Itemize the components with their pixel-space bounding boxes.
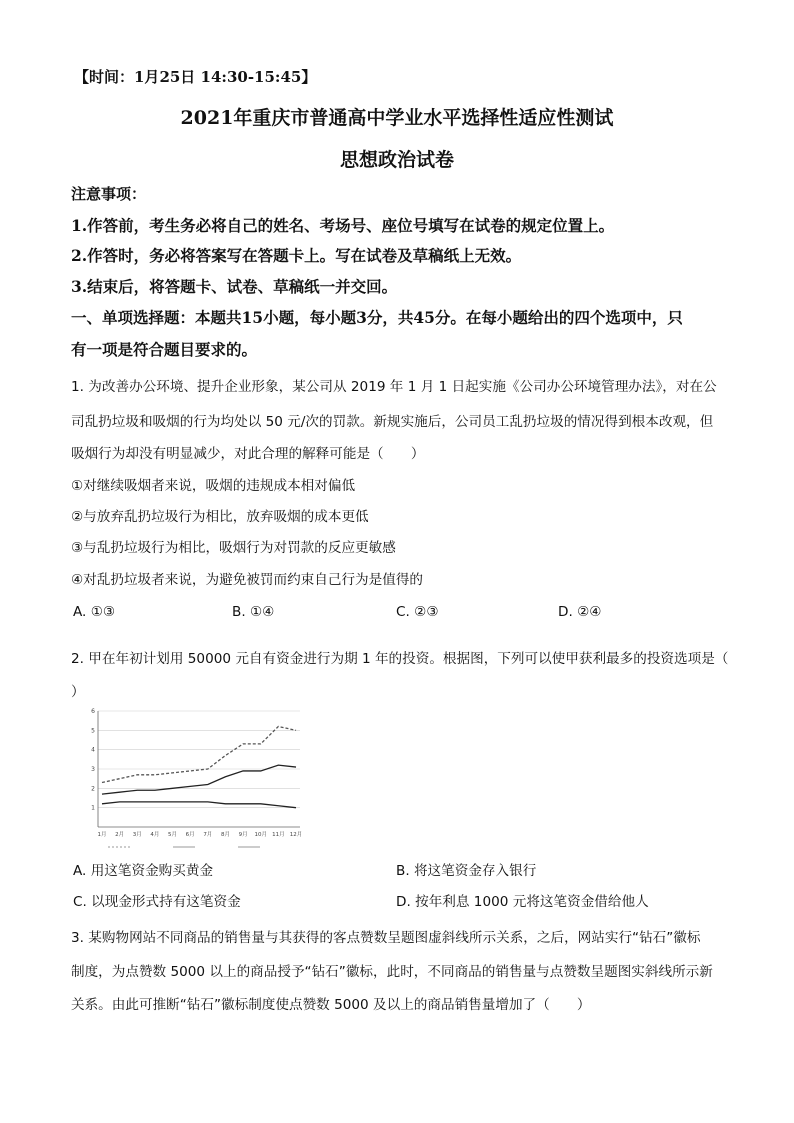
y-tick-label: 3 (91, 766, 95, 773)
section-instruction: 一、单项选择题：本题共15小题，每小题3分，共45分。在每小题给出的四个选项中，只 (71, 308, 683, 327)
exam-time: 【时间：1月25日 14:30-15:45】 (74, 68, 317, 86)
q2-option-b[interactable]: B. 将这笔资金存入银行 (396, 863, 537, 879)
q3-stem-line3: 关系。由此可推断“钻石”徽标制度使点赞数 5000 及以上的商品销售量增加了（ ） (71, 997, 591, 1013)
y-tick-label: 4 (91, 746, 95, 754)
y-tick-label: 5 (91, 727, 95, 735)
x-tick-label: 9月 (238, 832, 248, 838)
exam-title: 2021年重庆市普通高中学业水平选择性适应性测试 (180, 107, 614, 129)
note-item-2: 2.作答时，务必将答案写在答题卡上。写在试卷及草稿纸上无效。 (71, 246, 522, 265)
y-tick-label: 6 (91, 708, 95, 715)
x-tick-label: 7月 (203, 832, 213, 838)
q1-statement-1: ①对继续吸烟者来说，吸烟的违规成本相对偏低 (71, 478, 356, 494)
q3-stem-line2: 制度，为点赞数 5000 以上的商品授予“钻石”徽标，此时，不同商品的销售量与点赞数呈题图实斜线所示新 (71, 964, 713, 980)
q2-stem-line2: ） (71, 684, 85, 700)
y-tick-label: 1 (91, 804, 95, 812)
x-tick-label: 10月 (254, 832, 267, 838)
q1-statement-4: ④对乱扔垃圾者来说，为避免被罚而约束自己行为是值得的 (71, 572, 424, 588)
series-line-2 (102, 765, 296, 794)
notes-heading: 注意事项： (71, 185, 147, 203)
x-tick-label: 4月 (150, 832, 160, 838)
x-tick-label: 8月 (220, 832, 230, 838)
investment-line-chart (88, 705, 308, 855)
x-tick-label: 12月 (289, 832, 303, 838)
exam-subject: 思想政治试卷 (339, 149, 454, 171)
q1-statement-2: ②与放弃乱扔垃圾行为相比，放弃吸烟的成本更低 (71, 509, 369, 525)
q1-option-a[interactable]: A. ①③ (73, 604, 116, 620)
q2-stem-line1: 2. 甲在年初计划用 50000 元自有资金进行为期 1 年的投资。根据图，下列可以使甲获利最多的投资选项是（ (71, 651, 729, 667)
q1-statement-3: ③与乱扔垃圾行为相比，吸烟行为对罚款的反应更敏感 (71, 540, 396, 556)
q1-option-c[interactable]: C. ②③ (396, 604, 439, 620)
series-line-1 (102, 726, 296, 782)
q1-stem-line3: 吸烟行为却没有明显减少，对此合理的解释可能是（ ） (71, 446, 425, 462)
section-instruction-cont: 有一项是符合题目要求的。 (71, 340, 258, 359)
x-tick-label: 5月 (168, 832, 178, 838)
x-tick-label: 3月 (132, 832, 142, 838)
note-item-1: 1.作答前，考生务必将自己的姓名、考场号、座位号填写在试卷的规定位置上。 (71, 216, 615, 235)
q3-stem-line1: 3. 某购物网站不同商品的销售量与其获得的客点赞数呈题图虚斜线所示关系，之后，网站实行“钻石”徽标 (71, 930, 701, 946)
q1-option-d[interactable]: D. ②④ (558, 604, 602, 620)
series-line-3 (102, 802, 296, 808)
q2-option-d[interactable]: D. 按年利息 1000 元将这笔资金借给他人 (396, 894, 649, 910)
x-tick-label: 11月 (272, 832, 285, 838)
y-tick-label: 2 (91, 785, 95, 793)
note-item-3: 3.结束后，将答题卡、试卷、草稿纸一并交回。 (71, 277, 398, 296)
q2-option-c[interactable]: C. 以现金形式持有这笔资金 (73, 894, 241, 910)
q1-option-b[interactable]: B. ①④ (232, 604, 275, 620)
q1-stem-line1: 1. 为改善办公环境、提升企业形象，某公司从 2019 年 1 月 1 日起实施《公司办公环境管理办法》，对在公 (71, 379, 717, 395)
q2-option-a[interactable]: A. 用这笔资金购买黄金 (73, 863, 214, 879)
x-tick-label: 6月 (185, 832, 195, 838)
x-tick-label: 1月 (97, 832, 107, 838)
q1-stem-line2: 司乱扔垃圾和吸烟的行为均处以 50 元/次的罚款。新规实施后，公司员工乱扔垃圾的情况得到根本改观，但 (71, 414, 714, 430)
x-tick-label: 2月 (115, 832, 125, 838)
